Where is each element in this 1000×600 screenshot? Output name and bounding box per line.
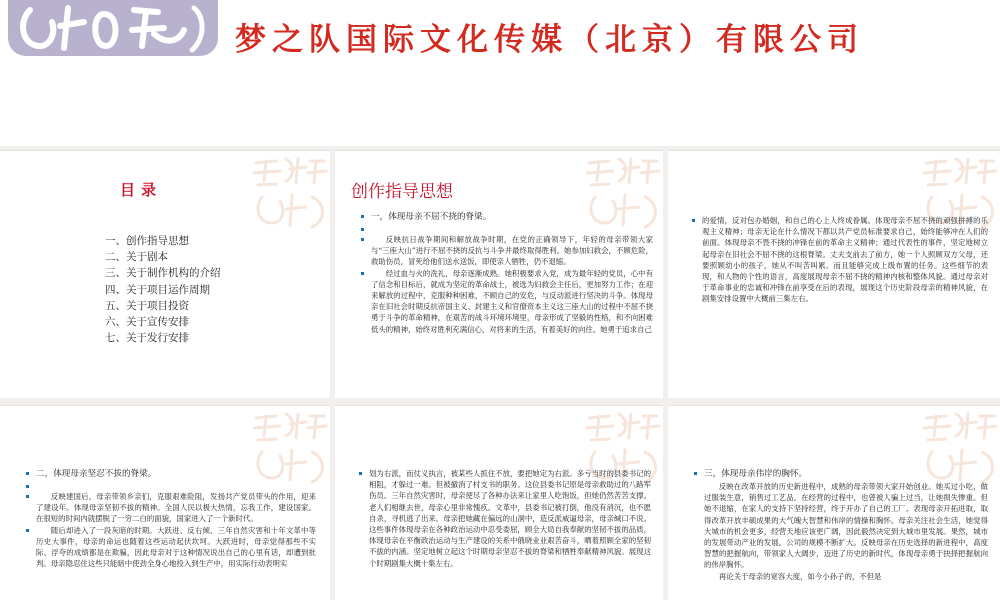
toc-item[interactable]: 七、关于发行安排 xyxy=(105,332,189,345)
paragraph: 的爱情，反对包办婚姻，和自己的心上人终成眷属。体现母亲不屈不挠的顽强拼搏的乐观主义精神；母亲无论在什么情况下都以共产党员标准要求自己，始终能够冲在人们的前面。体现母亲不畏不挠的冲锋在前的革命主义精神；通过代表性的事件，坚定地树立起母亲在旧社会不屈不挠的这根脊梁。丈夫支前去了前方，她一个人照顾双方父母，还要照顾幼小的孩子，她从不叫苦叫累。而且能够完成上级布置的任务。这些细节的表现，和人物的个性的语言，高度展现母亲不屈不挠的精神内核和整体风貌。通过母亲对于革命事业的忠诚和冲锋在前享受在后的表现，展现这个历史阶段母亲的精神风貌，在剧集安排设置中大概前三集左右。 xyxy=(692,215,988,305)
toc-item[interactable]: 一、创作指导思想 xyxy=(105,235,189,247)
toc-item[interactable]: 四、关于项目运作周期 xyxy=(105,283,210,296)
paragraph: 反映建国后，母亲带领乡亲们，克服艰难险阻，发扬共产党员带头的作用，迎来了建设年。体现母亲坚韧不拔的精神。全国人民以极大热情，忘我工作，建设国家。在很短的时间内就摆脱了一穷二白的面貌，国家进入了一个新时代。 xyxy=(26,491,316,525)
slide-perseverance[interactable] xyxy=(0,405,330,600)
toc-list xyxy=(105,233,221,346)
slide-body xyxy=(26,468,316,569)
toc-item[interactable]: 二、关于剧本 xyxy=(105,251,168,264)
slide-body xyxy=(692,215,988,305)
paragraph: 反映抗日战争期间和解放战争时期，在党的正确领导下，年轻的母亲带领大家与“三座大山”进行不屈不挠的反抗与斗争并最终取得胜利。她参加妇救会，不顾危险，救助伤员，冒死给他们送水送饭，即使亲人牺牲，仍不退缩。 xyxy=(361,234,653,268)
company-logo xyxy=(8,0,218,56)
slide-toc[interactable] xyxy=(0,150,330,398)
slide-body xyxy=(694,468,988,582)
slide-broad-mind[interactable] xyxy=(668,405,1000,600)
toc-item[interactable]: 六、关于宣传安排 xyxy=(105,316,189,329)
empty-bullet xyxy=(26,481,316,491)
slide-body xyxy=(361,211,653,335)
paragraph: 随后却进入了一段灰暗的时期。大跃进、反右倾、三年自然灾害和十年文革中等历史大事件，母亲的命运也随着这些运动起伏坎坷。大跃进时，母亲觉得那些不实际、浮夸的成绩都是在欺骗，因此母亲对于这种情况说出自己的心里有话，却遭到批判。母亲隐忍住这些只能暗中使劲全身心地投入到生产中，用实际行动表明实 xyxy=(26,525,316,570)
paragraph: 经过血与火的洗礼，母亲逐渐成熟。她积极要求入党，成为最年轻的党员，心中有了信念和目标后，就成为坚定的革命战士，被选为妇救会主任后，更加努力工作；在迎来解放的过程中，克服种种困难，不顾自己的安危，与反动派进行坚决的斗争。体现母亲在旧社会时期反抗帝国主义、封建主义和官僚资本主义这三座大山的过程中不屈不挠勇于斗争的革命精神，在艰苦的战斗环境环境里，母亲形成了坚毅的性格，和不向困难低头的精神，始终对胜利充满信心，对将来的生活，有着美好的向往。她勇于追求自己 xyxy=(361,268,653,335)
section-heading: 二，体现母亲坚忍不拔的脊梁。 xyxy=(26,468,316,481)
toc-item[interactable]: 三、关于制作机构的介绍 xyxy=(105,267,221,280)
auspicious-watermark-icon xyxy=(246,151,330,235)
paragraph: 再论关于母亲的宽容大度，如今小孙子的，不但是 xyxy=(718,571,882,581)
empty-bullet xyxy=(361,224,653,234)
toc-item[interactable]: 五、关于项目投资 xyxy=(105,299,189,312)
divider xyxy=(0,398,1000,405)
slide-guiding-idea[interactable] xyxy=(335,150,663,398)
paragraph: 反映在改革开放的历史新进程中，成熟的母亲带领大家开始创业。她买过小吃，做过服装生意，销售过工艺品。在经营的过程中，也曾被人骗上过当，让她损失惨重。但她不退缩，在家人的支持下坚持经营，终于开办了自己的工厂。表现母亲开拓进取，取得改革开放丰硕成果的大气魄大智慧和伟岸的情操和胸怀。母亲关注社会生活，她觉得大城市的机会更多，经营天地应该更广阔，因此毅然决定到大城市里发展。果然，城市的发展带动产业的发展。公司的规模不断扩大。反映母亲在历史选择的新进程中，高度智慧的把握航向，带领家人大阔步，迈进了历史的新时代，体现母亲勇于抉择把握航向的伟岸胸怀。 xyxy=(704,482,988,570)
slide-body xyxy=(359,468,651,569)
toc-title: 目录 xyxy=(120,181,163,199)
slide-title: 创作指导思想 xyxy=(351,182,453,202)
slide-guiding-idea-cont[interactable] xyxy=(668,150,1000,398)
paragraph: 划为右派，而仗义执言，被某些人抓住不放，要把她定为右派。多亏当时的县委书记的相阻，才躲过一难。但被撤消了村支书的职务。这位县委书记原是母亲救助过的八路军伤员。三年自然灾害时，母亲使尽了各种办法来让家里人吃饱饭，但她仍然苦苦支撑。老人们相继去世，母亲心里非常愧疚。文革中，县委书记被打倒，他没有消沉，也不愿自杀，寻机逃了出来。母亲把她藏在偏远的山洞中，造反派威逼母亲，母亲缄口不说。这些事件体现母亲在各种政治运动中忍受委屈，顾全大局自我奉献的坚韧不拔的品质，体现母亲在平衡政治运动与生产建设的关系中俄晓业业艰苦奋斗，晒着照顾全家的坚韧不拔的内涵。坚定地树立起这个时期母亲坚忍不拔的脊梁和牺牲奉献精神风貌。展现这个时期剧集大概十集左右。 xyxy=(359,468,651,569)
slide-perseverance-cont[interactable] xyxy=(335,405,663,600)
section-heading: 一，体现母亲不屈不挠的脊梁。 xyxy=(361,211,653,224)
section-heading: 三，体现母亲伟岸的胸怀。 xyxy=(694,468,988,481)
header xyxy=(0,0,1000,146)
company-name: 梦之队国际文化传媒（北京）有限公司 xyxy=(235,22,864,58)
